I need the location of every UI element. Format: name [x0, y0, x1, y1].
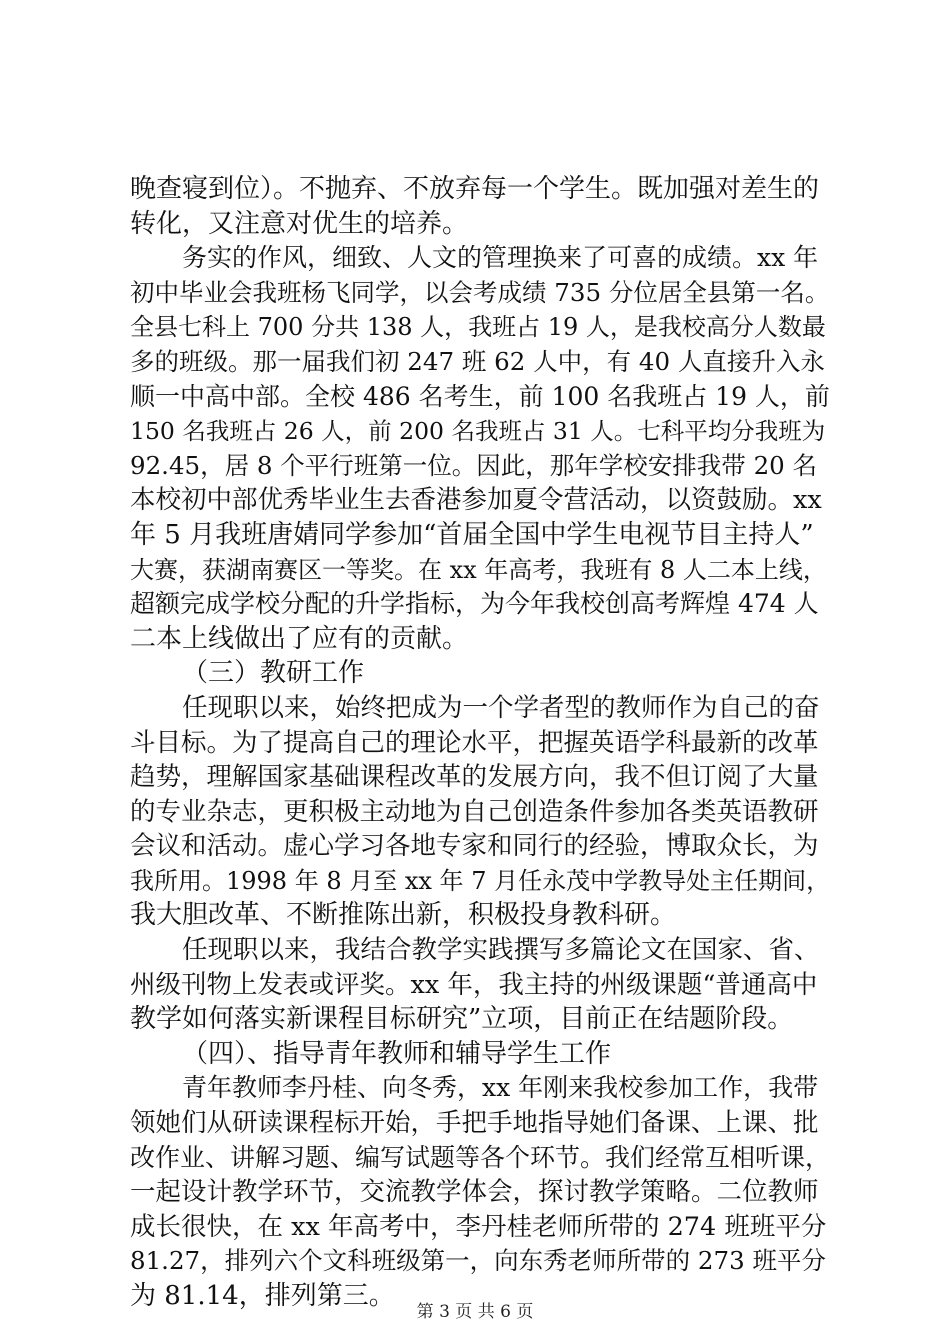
paragraph-line: 多的班级。那一届我们初 247 班 62 人中，有 40 人直接升入永 [130, 346, 825, 376]
paragraph-line: 改作业、讲解习题、编写试题等各个环节。我们经常互相听课， [130, 1142, 831, 1172]
paragraph-line: 81.27，排列六个文科班级第一，向东秀老师所带的 273 班平分 [130, 1246, 826, 1276]
paragraph-line: 全县七科上 700 分共 138 人，我班占 19 人，是我校高分人数最 [130, 313, 826, 342]
paragraph-line: 为 81.14，排列第三。 [130, 1281, 395, 1311]
paragraph-line: 任现职以来，始终把成为一个学者型的教师作为自己的奋 [182, 692, 820, 723]
paragraph-line: 本校初中部优秀毕业生去香港参加夏令营活动，以资鼓励。xx [130, 485, 822, 516]
paragraph-line: 州级刊物上发表或评奖。xx 年，我主持的州级课题“普通高中 [130, 969, 818, 1000]
paragraph-line: 斗目标。为了提高自己的理论水平，把握英语学科最新的改革 [130, 727, 819, 758]
paragraph-line: 任现职以来，我结合教学实践撰写多篇论文在国家、省、 [182, 935, 820, 966]
paragraph-line: 二本上线做出了应有的贡献。 [130, 623, 469, 654]
paragraph-line: 初中毕业会我班杨飞同学，以会考成绩 735 分位居全县第一名。 [130, 277, 830, 307]
document-body [130, 172, 830, 1314]
paragraph-line: 成长很快，在 xx 年高考中，李丹桂老师所带的 274 班班平分 [130, 1211, 827, 1242]
paragraph-line: 领她们从研读课程标开始，手把手地指导她们备课、上课、批 [130, 1108, 819, 1139]
section-heading: （三）教研工作 [182, 658, 365, 689]
paragraph-line: 教学如何落实新课程目标研究”立项，目前正在结题阶段。 [130, 1004, 794, 1035]
paragraph-line: 92.45，居 8 个平行班第一位。因此，那年学校安排我带 20 名 [130, 450, 818, 480]
paragraph-line: 年 5 月我班唐婧同学参加“首届全国中学生电视节目主持人” [130, 519, 814, 550]
paragraph-line: 青年教师李丹桂、向冬秀，xx 年刚来我校参加工作，我带 [182, 1073, 819, 1103]
paragraph-line: 会议和活动。虚心学习各地专家和同行的经验，博取众长，为 [130, 831, 819, 862]
paragraph-line: 晚查寝到位）。不抛弃、不放弃每一个学生。既加强对差生的 [130, 174, 820, 204]
paragraph-line: 趋势，理解国家基础课程改革的发展方向，我不但订阅了大量 [130, 762, 819, 793]
section-heading: （四）、指导青年教师和辅导学生工作 [182, 1038, 612, 1069]
paragraph-line: 的专业杂志，更积极主动地为自己创造条件参加各类英语教研 [130, 796, 819, 827]
paragraph-line: 150 名我班占 26 人，前 200 名我班占 31 人。七科平均分我班为 [130, 417, 826, 446]
paragraph-line: 我所用。1998 年 8 月至 xx 年 7 月任永茂中学教导处主任期间， [130, 866, 831, 895]
paragraph-line: 务实的作风，细致、人文的管理换来了可喜的成绩。xx 年 [182, 243, 819, 273]
paragraph-line: 我大胆改革、不断推陈出新，积极投身教科研。 [130, 900, 677, 931]
paragraph-line: 转化，又注意对优生的培养。 [130, 208, 469, 239]
paragraph-line: 超额完成学校分配的升学指标，为今年我校创高考辉煌 474 人 [130, 589, 819, 619]
paragraph-line: 一起设计教学环节，交流教学体会，探讨教学策略。二位教师 [130, 1177, 819, 1208]
paragraph-line: 大赛，获湖南赛区一等奖。在 xx 年高考，我班有 8 人二本上线， [130, 555, 827, 584]
page-number-footer: 第 3 页 共 6 页 [416, 1302, 534, 1322]
paragraph-line: 顺一中高中部。全校 486 名考生，前 100 名我班占 19 人，前 [130, 381, 830, 411]
